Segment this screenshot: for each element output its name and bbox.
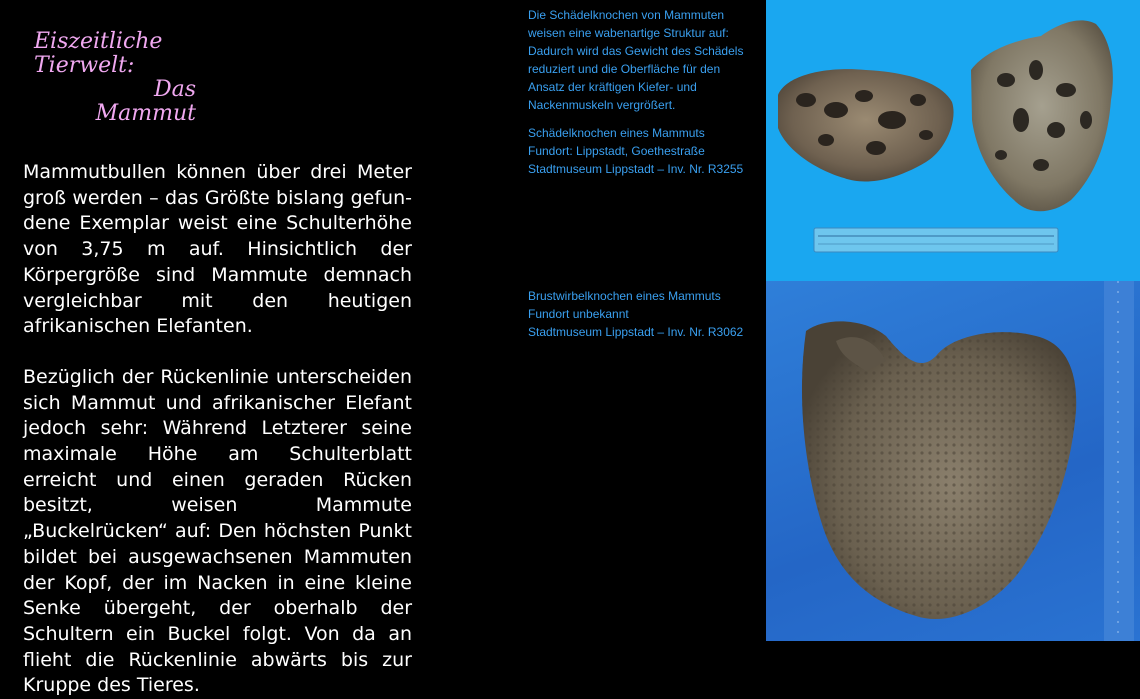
caption-line: Fundort: Lippstadt, Goethestraße	[528, 144, 705, 158]
slide-title	[34, 30, 196, 126]
body-paragraph: Bezüglich der Rückenlinie unterscheiden sich Mammut und afrikanischer Elefant jedoch sehr: Während Letzterer seine maximale Höhe am Schulterblatt erreicht und einen geraden Rücken besitzt, weisen Mammute „Buckelrücken“ auf: Den höchsten Punkt bildet bei ausgewachsenen Mammuten der Kopf, der im Nacken in eine kleine Senke übergeht, der oberhalb der Schultern ein Buckel folgt. Von da an flieht die Rückenlinie abwärts bis zur Kruppe des Tieres.	[23, 365, 412, 697]
caption-line: Dadurch wird das Gewicht des Schädels	[528, 44, 744, 58]
caption-line: Fundort unbekannt	[528, 307, 629, 321]
caption-line: Ansatz der kräftigen Kiefer- und	[528, 80, 697, 94]
title-line: Eiszeitliche	[34, 29, 163, 54]
caption-line: Stadtmuseum Lippstadt – Inv. Nr. R3062	[528, 325, 744, 339]
caption-line: Stadtmuseum Lippstadt – Inv. Nr. R3255	[528, 162, 744, 176]
caption-line: Schädelknochen eines Mammuts	[528, 126, 705, 140]
vertebra-label-caption	[528, 287, 763, 341]
title-line: Mammut	[95, 101, 196, 126]
skull-description-caption	[528, 6, 763, 114]
skull-fragment-right	[971, 20, 1113, 211]
caption-line: weisen eine wabenartige Struktur auf:	[528, 26, 729, 40]
caption-line: Die Schädelknochen von Mammuten	[528, 8, 725, 22]
caption-line: reduziert und die Oberfläche für den	[528, 62, 721, 76]
title-line: Das	[153, 77, 196, 102]
ruler	[814, 228, 1058, 252]
caption-line: Nackenmuskeln vergrößert.	[528, 98, 676, 112]
skull-fragment-left	[778, 69, 954, 181]
measuring-tape	[1104, 281, 1134, 641]
caption-line: Brustwirbelknochen eines Mammuts	[528, 289, 721, 303]
skull-bones-photo	[766, 0, 1140, 281]
skull-label-caption	[528, 124, 763, 178]
title-line: Tierwelt:	[34, 53, 135, 78]
body-paragraph: Mammutbullen können über drei Meter groß werden – das Größte bislang gefundene Exemplar weist eine Schulterhöhe von 3,75 m auf. Hinsichtlich der Körpergröße sind Mammute demnach vergleichbar mit den heutigen afrikanischen Elefanten.	[23, 161, 412, 338]
vertebra-bone	[802, 321, 1076, 619]
body-text	[23, 160, 412, 699]
vertebra-photo	[766, 281, 1140, 641]
